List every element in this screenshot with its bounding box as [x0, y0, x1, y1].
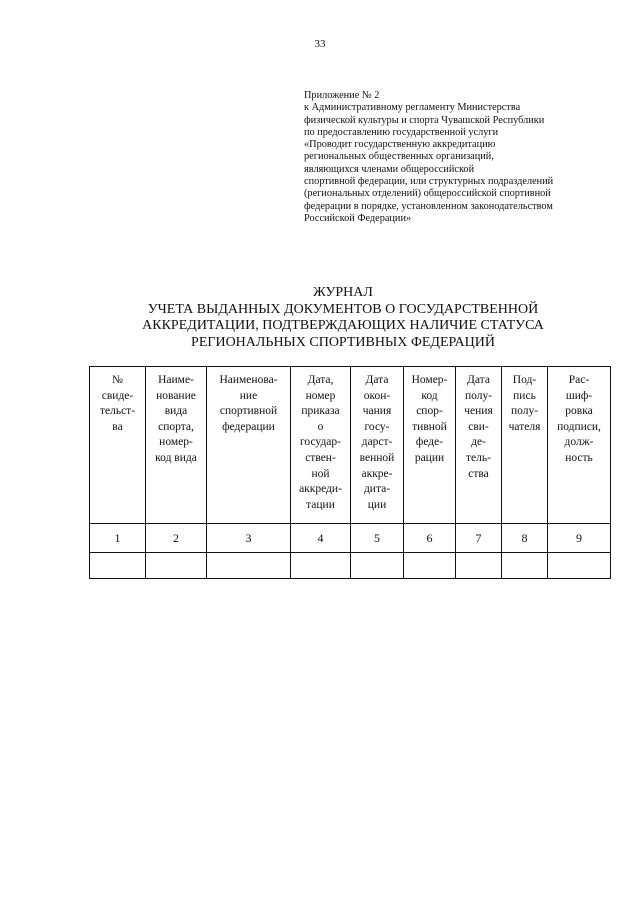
appendix-line: Приложение № 2 [304, 90, 380, 101]
table-empty-row [90, 553, 611, 579]
header-line: рации [414, 451, 445, 464]
column-number-cell: 4 [291, 524, 351, 553]
column-number-cell: 9 [548, 524, 611, 553]
table-header-row [90, 367, 611, 524]
header-line: Наиме- [158, 374, 194, 386]
journal-title-line: РЕГИОНАЛЬНЫХ СПОРТИВНЫХ ФЕДЕРАЦИЙ [191, 334, 495, 350]
empty-cell [146, 553, 207, 579]
header-cell-receipt-date [456, 367, 502, 524]
header-line: № [112, 374, 123, 386]
column-number-cell: 6 [404, 524, 456, 553]
appendix-header [304, 90, 624, 225]
header-cell-recipient-signature [502, 367, 548, 524]
appendix-line: по предоставлению государственной услуги [304, 126, 499, 138]
header-cell-signature-transcript [548, 367, 611, 524]
appendix-line: физической культуры и спорта Чувашской Республики [304, 114, 545, 126]
header-line: подписи, [557, 420, 601, 433]
header-line: Наименова- [219, 374, 278, 386]
header-line: ствен- [305, 451, 336, 464]
header-line: свиде- [101, 389, 134, 402]
header-line: де- [471, 436, 486, 449]
header-line: ции [367, 498, 387, 511]
column-number-cell: 3 [207, 524, 291, 553]
header-line: сви- [468, 420, 489, 433]
header-line: спор- [416, 405, 443, 418]
column-number-cell: 8 [502, 524, 548, 553]
header-line: Дата, [307, 374, 334, 386]
header-line: ность [565, 451, 593, 464]
header-line: ровка [565, 405, 593, 418]
appendix-line: «Проводит государственную аккредитацию [304, 139, 496, 151]
journal-title-line: УЧЕТА ВЫДАННЫХ ДОКУМЕНТОВ О ГОСУДАРСТВЕННОЙ [147, 301, 539, 317]
appendix-line: (региональных отделений) общероссийской спортивной [304, 188, 551, 200]
empty-cell [207, 553, 291, 579]
header-line: феде- [415, 436, 444, 449]
header-line: номер [305, 389, 336, 402]
header-cell-sport-name [146, 367, 207, 524]
header-line: полу- [464, 389, 493, 402]
header-line: полу- [510, 405, 539, 418]
empty-cell [404, 553, 456, 579]
header-cell-federation-name [207, 367, 291, 524]
header-line: о [317, 420, 324, 433]
header-line: Под- [512, 374, 537, 386]
column-number-cell: 2 [146, 524, 207, 553]
empty-cell [351, 553, 404, 579]
header-line: спортивной [219, 405, 278, 418]
header-line: Рас- [568, 374, 590, 386]
header-line: чения [464, 405, 493, 418]
appendix-line: спортивной федерации, или структурных подразделений [304, 176, 554, 188]
appendix-line: Российской Федерации» [304, 212, 412, 224]
journal-title-line: АККРЕДИТАЦИИ, ПОДТВЕРЖДАЮЩИХ НАЛИЧИЕ СТАТУСА [142, 318, 544, 333]
journal-title [0, 285, 640, 351]
journal-table [89, 366, 611, 579]
column-number-cell: 5 [351, 524, 404, 553]
header-line: чателя [508, 420, 541, 433]
header-line: вида [164, 405, 188, 418]
page-number: 33 [314, 38, 326, 50]
header-line: аккре- [361, 467, 393, 480]
header-line: госу- [364, 420, 390, 433]
header-line: тельст- [99, 405, 136, 418]
header-line: венной [359, 451, 395, 464]
column-number-cell: 7 [456, 524, 502, 553]
appendix-line: региональных общественных организаций, [304, 151, 494, 163]
header-line: Дата [365, 374, 389, 386]
header-line: дита- [363, 483, 391, 496]
header-cell-federation-code [404, 367, 456, 524]
header-line: код вида [155, 451, 197, 464]
table-number-row [90, 524, 611, 553]
empty-cell [548, 553, 611, 579]
header-line: Дата [467, 374, 490, 386]
header-line: ства [468, 467, 489, 480]
header-cell-certificate-number [90, 367, 146, 524]
header-line: спорта, [158, 420, 194, 433]
empty-cell [456, 553, 502, 579]
appendix-line: федерации в порядке, установленном законодательством [304, 200, 553, 212]
header-line: дарст- [361, 436, 393, 449]
appendix-line: к Административному регламенту Министерства [304, 102, 521, 114]
header-line: тации [306, 498, 335, 511]
header-line: аккреди- [299, 483, 342, 496]
header-line: тель- [466, 451, 491, 464]
header-line: федерации [222, 420, 275, 433]
header-line: долж- [564, 436, 594, 449]
header-line: номер- [159, 436, 193, 449]
header-cell-accreditation-end-date [351, 367, 404, 524]
column-number-cell: 1 [90, 524, 146, 553]
header-line: пись [513, 389, 536, 402]
header-line: тивной [412, 420, 447, 433]
header-line: окон- [363, 389, 391, 402]
header-line: шиф- [565, 389, 593, 402]
empty-cell [90, 553, 146, 579]
header-cell-order-date-number [291, 367, 351, 524]
header-line: приказа [301, 405, 340, 418]
empty-cell [291, 553, 351, 579]
header-line: чания [362, 405, 392, 418]
appendix-line: являющихся членами общероссийской [304, 163, 475, 175]
journal-title-line: ЖУРНАЛ [313, 285, 373, 300]
header-line: код [421, 389, 438, 402]
header-line: ной [311, 467, 330, 480]
header-line: ние [239, 389, 258, 402]
header-line: государ- [300, 436, 341, 449]
empty-cell [502, 553, 548, 579]
header-line: ва [112, 420, 123, 433]
header-line: Номер- [411, 374, 448, 386]
header-line: нование [156, 389, 196, 402]
